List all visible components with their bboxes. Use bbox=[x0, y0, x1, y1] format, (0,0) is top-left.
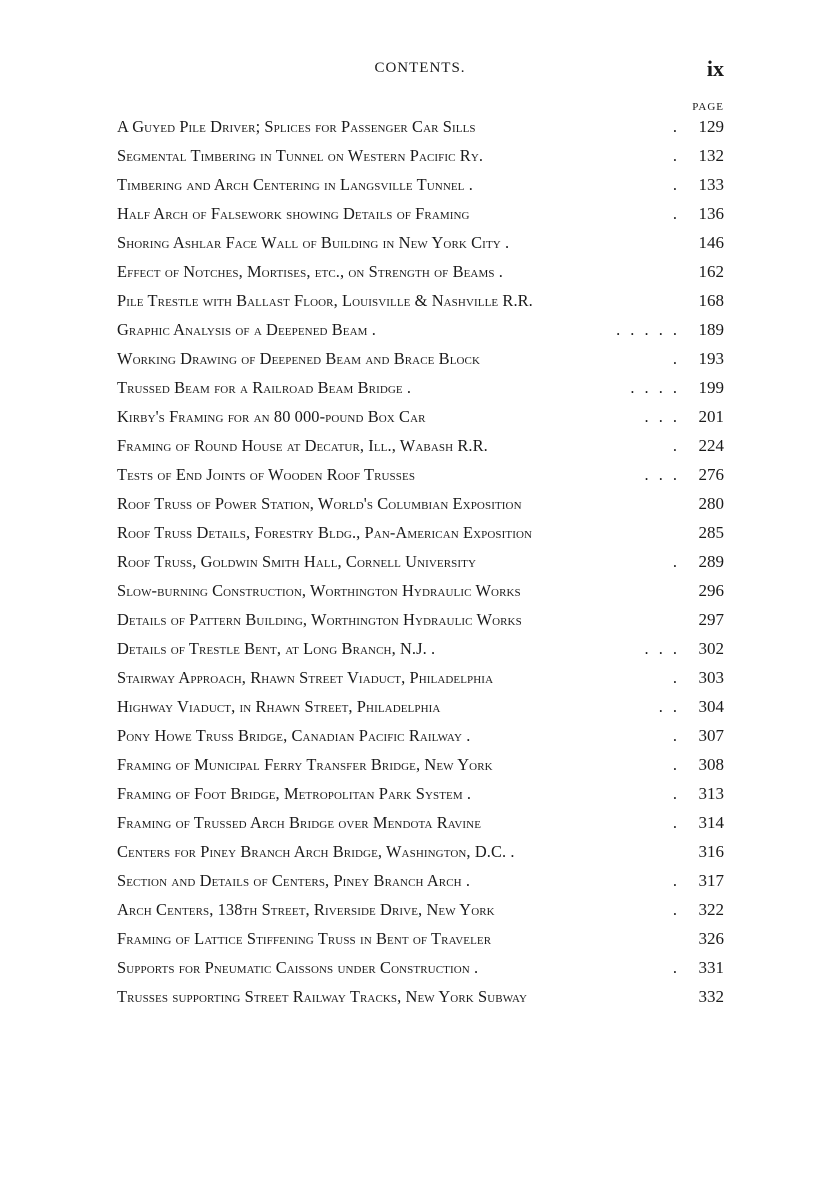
toc-entry-page: 326 bbox=[698, 929, 724, 948]
toc-entry bbox=[117, 784, 724, 813]
toc-entry-title: Arch Centers, 138th Street, Riverside Drive, New York bbox=[117, 900, 495, 919]
toc-entry-title: Roof Truss Details, Forestry Bldg., Pan-American Exposition bbox=[117, 523, 533, 542]
toc-entry bbox=[117, 378, 724, 407]
toc-entry-title: Slow-burning Construction, Worthington Hydraulic Works bbox=[117, 581, 521, 600]
toc-entry-page: 132 bbox=[698, 146, 724, 165]
toc-entry-title: Graphic Analysis of a Deepened Beam . bbox=[117, 320, 376, 339]
toc-entry-leader: . bbox=[672, 900, 680, 919]
toc-entry-title: Tests of End Joints of Wooden Roof Trusses bbox=[117, 465, 416, 484]
toc-entry bbox=[117, 465, 724, 494]
toc-entry-page: 280 bbox=[698, 494, 724, 513]
toc-entry bbox=[117, 320, 724, 349]
toc-entry-page: 332 bbox=[698, 987, 724, 1006]
toc-entry bbox=[117, 523, 724, 552]
toc-entry-leader: . bbox=[672, 668, 680, 687]
toc-entry bbox=[117, 233, 724, 262]
page-header-title: CONTENTS. bbox=[374, 60, 466, 76]
toc-entry-page: 331 bbox=[698, 958, 724, 977]
toc-entry-page: 136 bbox=[698, 204, 724, 223]
toc-entry-title: Framing of Lattice Stiffening Truss in Bent of Traveler bbox=[117, 929, 492, 948]
toc-entry-page: 168 bbox=[698, 291, 724, 310]
table-of-contents bbox=[117, 117, 724, 1016]
toc-entry bbox=[117, 929, 724, 958]
toc-entry-leader: . . . . . bbox=[616, 320, 680, 339]
toc-entry bbox=[117, 610, 724, 639]
toc-entry bbox=[117, 755, 724, 784]
toc-entry-page: 199 bbox=[698, 378, 724, 397]
toc-entry-page: 317 bbox=[698, 871, 724, 890]
toc-entry-leader: . bbox=[672, 175, 680, 194]
toc-entry-leader: . . . bbox=[644, 465, 680, 484]
toc-entry-page: 297 bbox=[698, 610, 724, 629]
toc-entry bbox=[117, 175, 724, 204]
toc-entry-title: Highway Viaduct, in Rhawn Street, Philadelphia bbox=[117, 697, 441, 716]
toc-entry-page: 296 bbox=[698, 581, 724, 600]
toc-entry-page: 308 bbox=[698, 755, 724, 774]
toc-entry bbox=[117, 697, 724, 726]
toc-entry-leader: . bbox=[672, 755, 680, 774]
toc-entry-leader: . . bbox=[658, 697, 680, 716]
toc-entry bbox=[117, 262, 724, 291]
toc-entry-leader: . bbox=[672, 117, 680, 136]
toc-entry-title: Segmental Timbering in Tunnel on Western Pacific Ry. bbox=[117, 146, 484, 165]
toc-entry bbox=[117, 871, 724, 900]
toc-entry-title: Trusses supporting Street Railway Tracks, New York Subway bbox=[117, 987, 528, 1006]
toc-entry-leader: . bbox=[672, 552, 680, 571]
toc-entry-page: 302 bbox=[698, 639, 724, 658]
toc-entry-title: A Guyed Pile Driver; Splices for Passenger Car Sills bbox=[117, 117, 476, 136]
toc-entry-page: 289 bbox=[698, 552, 724, 571]
toc-entry-page: 146 bbox=[698, 233, 724, 252]
toc-entry-title: Centers for Piney Branch Arch Bridge, Washington, D.C. . bbox=[117, 842, 515, 861]
toc-entry bbox=[117, 349, 724, 378]
toc-entry bbox=[117, 552, 724, 581]
toc-entry-leader: . . . . bbox=[630, 378, 680, 397]
toc-entry-leader: . . . bbox=[644, 407, 680, 426]
toc-entry bbox=[117, 842, 724, 871]
toc-entry-title: Shoring Ashlar Face Wall of Building in New York City . bbox=[117, 233, 510, 252]
toc-entry-page: 304 bbox=[698, 697, 724, 716]
toc-entry-page: 307 bbox=[698, 726, 724, 745]
toc-entry bbox=[117, 117, 724, 146]
toc-entry-title: Framing of Municipal Ferry Transfer Bridge, New York bbox=[117, 755, 493, 774]
toc-entry-title: Section and Details of Centers, Piney Branch Arch . bbox=[117, 871, 471, 890]
toc-entry-leader: . bbox=[672, 436, 680, 455]
toc-entry-page: 316 bbox=[698, 842, 724, 861]
toc-entry-leader: . bbox=[672, 204, 680, 223]
toc-entry-leader: . bbox=[672, 813, 680, 832]
toc-entry bbox=[117, 668, 724, 697]
toc-entry bbox=[117, 900, 724, 929]
toc-entry-title: Trussed Beam for a Railroad Beam Bridge . bbox=[117, 378, 412, 397]
toc-entry-leader: . bbox=[672, 349, 680, 368]
toc-entry-leader: . . . bbox=[644, 639, 680, 658]
toc-entry-page: 276 bbox=[698, 465, 724, 484]
toc-entry bbox=[117, 639, 724, 668]
toc-entry bbox=[117, 494, 724, 523]
toc-entry-page: 313 bbox=[698, 784, 724, 803]
toc-entry-page: 193 bbox=[698, 349, 724, 368]
page-number: ix bbox=[706, 56, 724, 81]
toc-entry bbox=[117, 958, 724, 987]
toc-entry-leader: . bbox=[672, 726, 680, 745]
toc-entry-page: 133 bbox=[698, 175, 724, 194]
toc-entry-page: 189 bbox=[698, 320, 724, 339]
toc-entry-title: Framing of Foot Bridge, Metropolitan Park System . bbox=[117, 784, 472, 803]
toc-entry-title: Kirby's Framing for an 80 000-pound Box Car bbox=[117, 407, 426, 426]
toc-entry-page: 224 bbox=[698, 436, 724, 455]
toc-entry-title: Roof Truss of Power Station, World's Columbian Exposition bbox=[117, 494, 522, 513]
toc-entry-title: Timbering and Arch Centering in Langsville Tunnel . bbox=[117, 175, 473, 194]
toc-entry-title: Stairway Approach, Rhawn Street Viaduct, Philadelphia bbox=[117, 668, 494, 687]
toc-entry-title: Pony Howe Truss Bridge, Canadian Pacific Railway . bbox=[117, 726, 471, 745]
toc-entry-title: Effect of Notches, Mortises, etc., on Strength of Beams . bbox=[117, 262, 503, 281]
toc-entry bbox=[117, 726, 724, 755]
toc-entry-title: Working Drawing of Deepened Beam and Brace Block bbox=[117, 349, 481, 368]
toc-entry bbox=[117, 987, 724, 1016]
toc-entry-title: Framing of Trussed Arch Bridge over Mendota Ravine bbox=[117, 813, 482, 832]
toc-entry-title: Details of Pattern Building, Worthington Hydraulic Works bbox=[117, 610, 522, 629]
toc-entry bbox=[117, 291, 724, 320]
toc-entry-leader: . bbox=[672, 871, 680, 890]
toc-entry bbox=[117, 581, 724, 610]
toc-entry-title: Details of Trestle Bent, at Long Branch, N.J. . bbox=[117, 639, 436, 658]
toc-entry bbox=[117, 407, 724, 436]
toc-entry-page: 303 bbox=[698, 668, 724, 687]
toc-entry-title: Pile Trestle with Ballast Floor, Louisville & Nashville R.R. bbox=[117, 291, 533, 310]
toc-entry bbox=[117, 146, 724, 175]
toc-entry-leader: . bbox=[672, 958, 680, 977]
toc-entry-title: Supports for Pneumatic Caissons under Construction . bbox=[117, 958, 479, 977]
toc-entry bbox=[117, 436, 724, 465]
toc-entry-page: 162 bbox=[698, 262, 724, 281]
toc-entry-page: 285 bbox=[698, 523, 724, 542]
page-column-label: PAGE bbox=[692, 101, 724, 113]
toc-entry-page: 201 bbox=[698, 407, 724, 426]
toc-entry-page: 129 bbox=[698, 117, 724, 136]
toc-entry-page: 314 bbox=[698, 813, 724, 832]
toc-entry-title: Framing of Round House at Decatur, Ill., Wabash R.R. bbox=[117, 436, 488, 455]
toc-entry-title: Half Arch of Falsework showing Details of Framing bbox=[117, 204, 470, 223]
toc-entry-title: Roof Truss, Goldwin Smith Hall, Cornell University bbox=[117, 552, 477, 571]
toc-entry bbox=[117, 813, 724, 842]
toc-entry-leader: . bbox=[672, 146, 680, 165]
toc-entry bbox=[117, 204, 724, 233]
toc-entry-leader: . bbox=[672, 784, 680, 803]
toc-entry-page: 322 bbox=[698, 900, 724, 919]
